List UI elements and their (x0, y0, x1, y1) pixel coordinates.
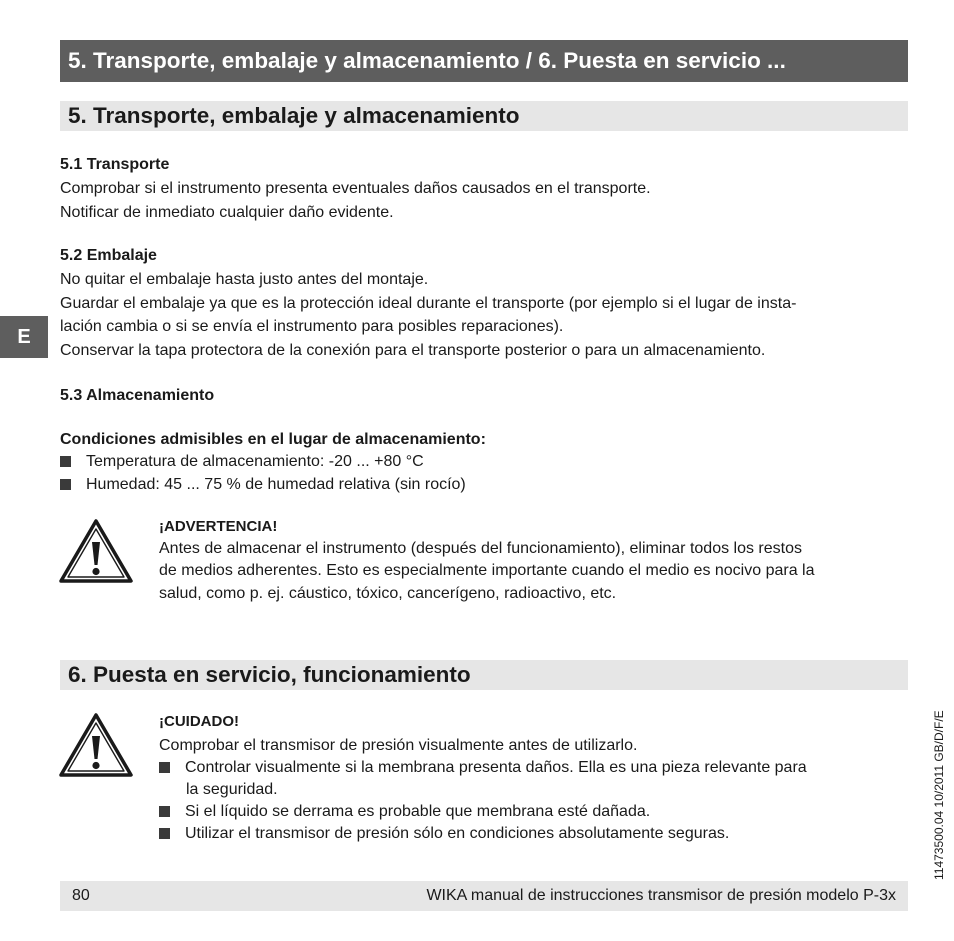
footer-text: WIKA manual de instrucciones transmisor de presión modelo P-3x (426, 887, 896, 904)
square-bullet-icon (60, 479, 71, 490)
embalaje-line: lación cambia o si se envía el instrumento para posibles reparaciones). (60, 318, 564, 335)
transporte-line: Comprobar si el instrumento presenta eventuales daños causados en el transporte. (60, 180, 651, 197)
embalaje-line: No quitar el embalaje hasta justo antes del montaje. (60, 271, 429, 288)
section-6-title: 6. Puesta en servicio, funcionamiento (60, 660, 908, 690)
list-item-continuation: la seguridad. (186, 781, 278, 798)
transporte-heading: 5.1 Transporte (60, 156, 170, 173)
document-code: 11473500.04 10/2011 GB/D/F/E (932, 710, 946, 880)
caution-intro: Comprobar el transmisor de presión visualmente antes de utilizarlo. (159, 737, 638, 754)
warning-line: salud, como p. ej. cáustico, tóxico, cancerígeno, radioactivo, etc. (159, 585, 617, 602)
transporte-line: Notificar de inmediato cualquier daño evidente. (60, 204, 394, 221)
warning-line: Antes de almacenar el instrumento (después del funcionamiento), eliminar todos los restos (159, 540, 802, 557)
page-header: 5. Transporte, embalaje y almacenamiento / 6. Puesta en servicio ... (60, 40, 908, 82)
warning-line: de medios adherentes. Esto es especialmente importante cuando el medio es nocivo para la (159, 562, 815, 579)
square-bullet-icon (159, 828, 170, 839)
list-item: Si el líquido se derrama es probable que membrana esté dañada. (159, 801, 650, 823)
warning-triangle-icon (58, 712, 134, 778)
conditions-heading: Condiciones admisibles en el lugar de almacenamiento: (60, 431, 486, 448)
caution-label: ¡CUIDADO! (159, 713, 239, 730)
language-tab: E (0, 316, 48, 358)
square-bullet-icon (159, 806, 170, 817)
almacenamiento-heading: 5.3 Almacenamiento (60, 387, 215, 404)
list-item: Temperatura de almacenamiento: -20 ... +80 °C (60, 450, 424, 473)
square-bullet-icon (60, 456, 71, 467)
section-5-title: 5. Transporte, embalaje y almacenamiento (60, 101, 908, 131)
embalaje-line: Conservar la tapa protectora de la conexión para el transporte posterior o para un almacenamiento. (60, 342, 766, 359)
page-footer (60, 881, 908, 911)
warning-triangle-icon (58, 518, 134, 584)
square-bullet-icon (159, 762, 170, 773)
embalaje-heading: 5.2 Embalaje (60, 247, 157, 264)
embalaje-line: Guardar el embalaje ya que es la protección ideal durante el transporte (por ejemplo si el lugar de insta- (60, 295, 797, 312)
page-number: 80 (72, 887, 90, 904)
warning-label: ¡ADVERTENCIA! (159, 518, 278, 535)
list-item: Controlar visualmente si la membrana presenta daños. Ella es una pieza relevante para (159, 757, 807, 779)
list-item: Utilizar el transmisor de presión sólo en condiciones absolutamente seguras. (159, 823, 729, 845)
list-item: Humedad: 45 ... 75 % de humedad relativa (sin rocío) (60, 473, 466, 496)
